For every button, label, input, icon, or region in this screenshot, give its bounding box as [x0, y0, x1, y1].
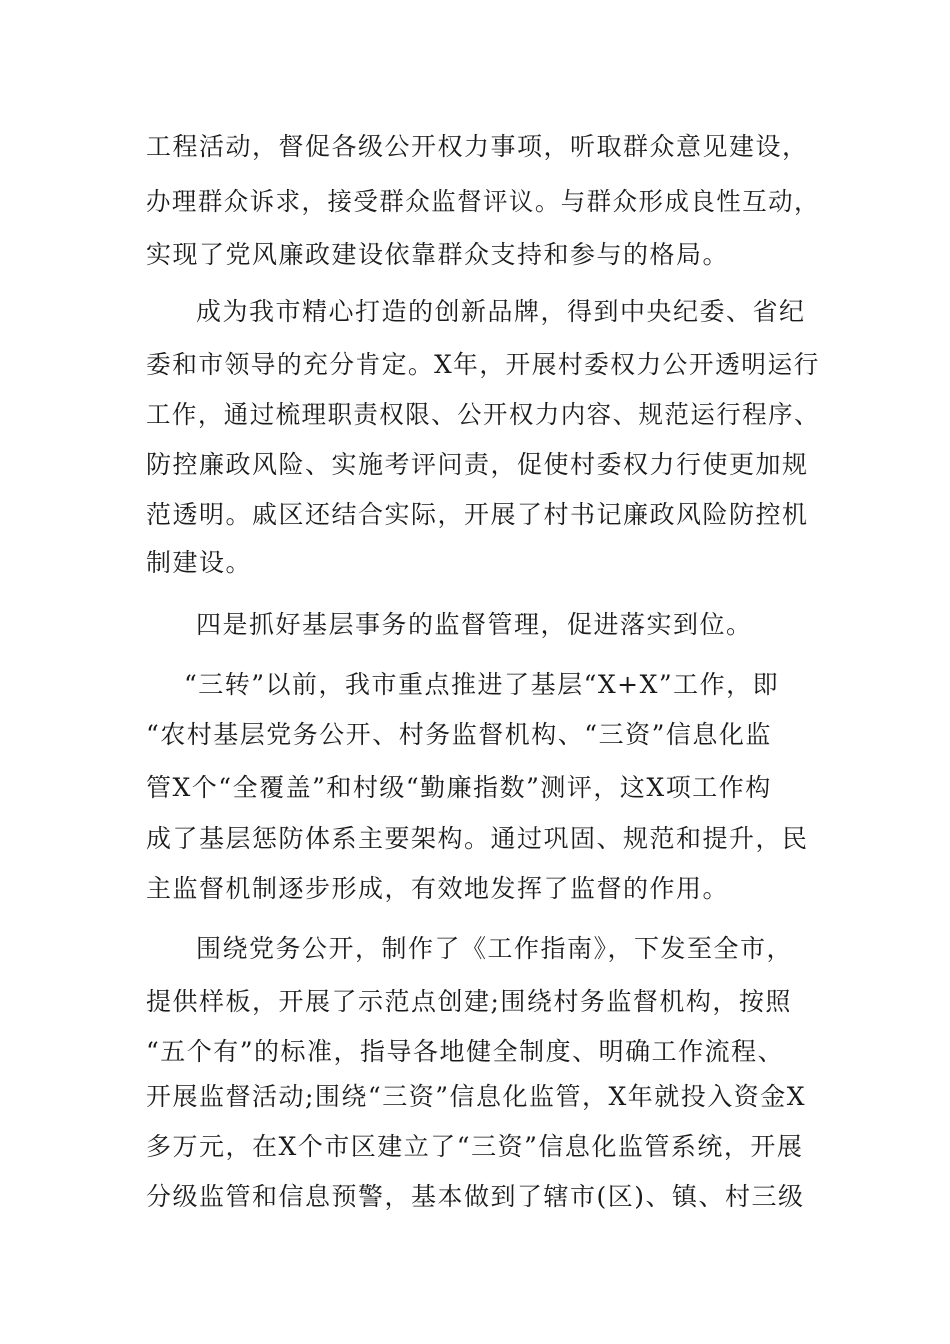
text-line: “五个有”的标准，指导各地健全制度、明确工作流程、: [146, 1037, 785, 1066]
text-line: 办理群众诉求，接受群众监督评议。与群众形成良性互动，: [146, 187, 820, 216]
text-line: 分级监管和信息预警，基本做到了辖市(区)、镇、村三级: [146, 1182, 805, 1211]
text-line: 范透明。戚区还结合实际，开展了村书记廉政风险防控机: [146, 500, 809, 529]
text-line: 管X个“全覆盖”和村级“勤廉指数”测评，这X项工作构: [146, 773, 772, 802]
text-line: 成为我市精心打造的创新品牌，得到中央纪委、省纪: [196, 297, 806, 326]
text-line: 委和市领导的充分肯定。X年，开展村委权力公开透明运行: [146, 350, 820, 379]
text-line: 开展监督活动;围绕“三资”信息化监管，X年就投入资金X: [146, 1082, 807, 1111]
text-line: 主监督机制逐步形成，有效地发挥了监督的作用。: [146, 874, 730, 903]
text-line: 成了基层惩防体系主要架构。通过巩固、规范和提升，民: [146, 824, 809, 853]
text-line: 多万元，在X个市区建立了“三资”信息化监管系统，开展: [146, 1132, 804, 1161]
text-line: 工程活动，督促各级公开权力事项，听取群众意见建设，: [146, 132, 809, 161]
text-line: 制建设。: [146, 548, 253, 577]
text-line: “三转”以前，我市重点推进了基层“X+X”工作，即: [184, 670, 780, 699]
text-line: “农村基层党务公开、村务监督机构、“三资”信息化监: [146, 720, 772, 749]
text-line: 防控廉政风险、实施考评问责，促使村委权力行使更加规: [146, 450, 809, 479]
text-line: 围绕党务公开，制作了《工作指南》，下发至全市，: [196, 934, 794, 963]
text-line: 实现了党风廉政建设依靠群众支持和参与的格局。: [146, 240, 730, 269]
text-line: 提供样板，开展了示范点创建;围绕村务监督机构，按照: [146, 987, 792, 1016]
text-line: 四是抓好基层事务的监督管理，促进落实到位。: [196, 610, 753, 639]
text-line: 工作，通过梳理职责权限、公开权力内容、规范运行程序、: [146, 400, 820, 429]
